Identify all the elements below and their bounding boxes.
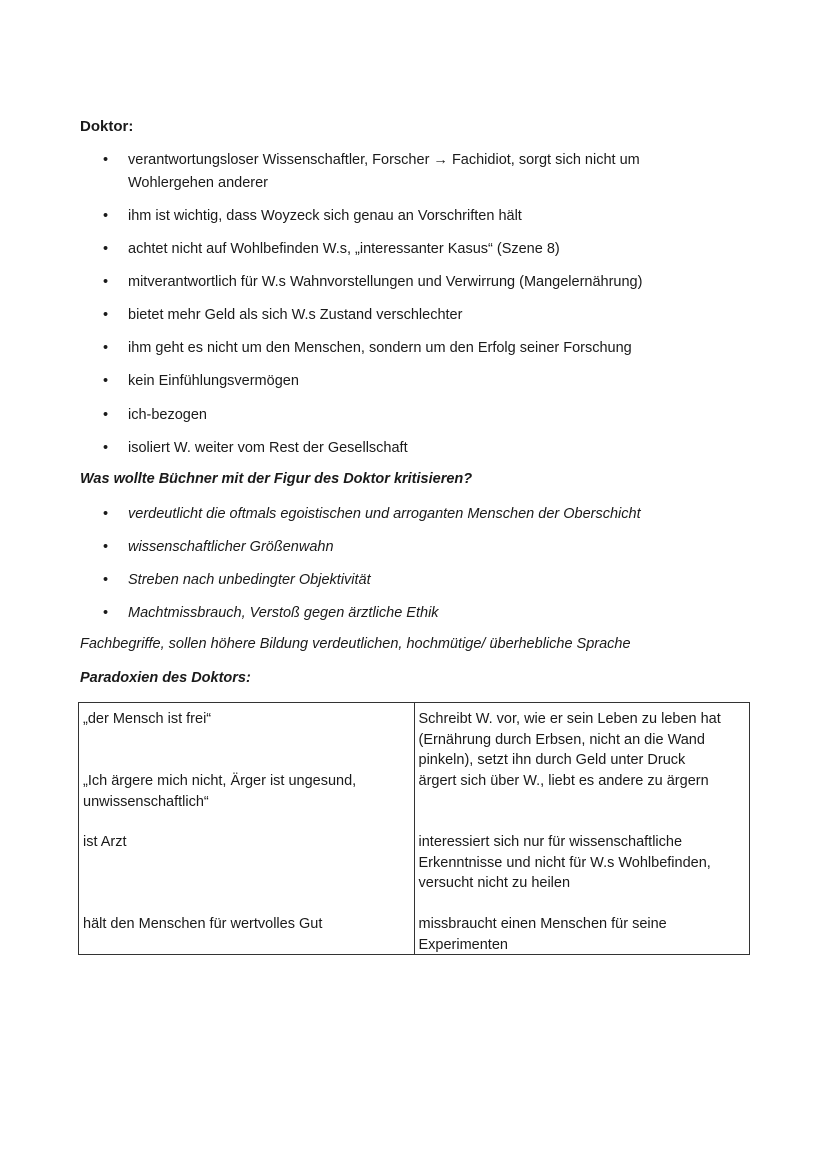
- table-row: [79, 703, 750, 955]
- list-item-text: mitverantwortlich für W.s Wahnvorstellungen und Verwirrung (Mangelernährung): [128, 274, 643, 290]
- list-item: [103, 337, 698, 360]
- list-item-text: achtet nicht auf Wohlbefinden W.s, „interessanter Kasus“ (Szene 8): [128, 241, 560, 257]
- list-item-text: Streben nach unbedingter Objektivität: [128, 572, 371, 588]
- bullet-icon: •: [103, 440, 109, 456]
- table-cell-left: [79, 703, 415, 955]
- list-item-text: ihm ist wichtig, dass Woyzeck sich genau an Vorschriften hält: [128, 208, 522, 224]
- bullet-icon: •: [103, 506, 109, 522]
- paradox-left-text: hält den Menschen für wertvolles Gut: [83, 916, 323, 932]
- paradox-left-text: „der Mensch ist frei“: [83, 711, 212, 727]
- bullet-icon: •: [103, 572, 109, 588]
- paradox-left-text: ist Arzt: [83, 834, 127, 850]
- list-item: [103, 536, 698, 559]
- bullet-icon: •: [103, 373, 109, 389]
- list-item-text: Machtmissbrauch, Verstoß gegen ärztliche Ethik: [128, 605, 439, 621]
- list-item: [103, 149, 698, 195]
- paradox-right-text: ärgert sich über W., liebt es andere zu ärgern: [418, 773, 709, 789]
- list-item-text: ihm geht es nicht um den Menschen, sondern um den Erfolg seiner Forschung: [128, 340, 632, 356]
- list-item: [103, 503, 698, 526]
- table-cell-right: [414, 703, 750, 955]
- bullet-icon: •: [103, 241, 109, 257]
- paradox-right-text: interessiert sich nur für wissenschaftliche Erkenntnisse und nicht für W.s Wohlbefinden, versucht nicht zu heilen: [418, 834, 711, 891]
- paradoxes-heading: Paradoxien des Doktors:: [80, 670, 251, 686]
- bullet-icon: •: [103, 407, 109, 423]
- bullet-icon: •: [103, 605, 109, 621]
- bullet-icon: •: [103, 539, 109, 555]
- bullet-icon: •: [103, 152, 109, 168]
- list-item: [103, 370, 698, 393]
- list-item: [103, 602, 698, 625]
- list-item-text: verantwortungsloser Wissenschaftler, Forscher → Fachidiot, sorgt sich nicht um Wohlergehen anderer: [128, 152, 640, 191]
- list-item: [103, 437, 698, 460]
- bullet-icon: •: [103, 307, 109, 323]
- list-item: [103, 271, 698, 294]
- list-item: [103, 205, 698, 228]
- list-item: [103, 238, 698, 261]
- list-item-text: ich-bezogen: [128, 407, 207, 423]
- paradoxes-table: [78, 702, 750, 955]
- paradox-right-text: Schreibt W. vor, wie er sein Leben zu leben hat (Ernährung durch Erbsen, nicht an die Wand pinkeln), setzt ihn durch Geld unter Druck: [418, 711, 721, 768]
- bullet-icon: •: [103, 274, 109, 290]
- paradox-left-text: „Ich ärgere mich nicht, Ärger ist ungesund, unwissenschaftlich“: [83, 773, 357, 810]
- bullet-icon: •: [103, 208, 109, 224]
- list-item-text: kein Einfühlungsvermögen: [128, 373, 299, 389]
- list-item: [103, 569, 698, 592]
- list-item-text: wissenschaftlicher Größenwahn: [128, 539, 334, 555]
- doctor-heading: Doktor:: [80, 118, 134, 135]
- critique-question: Was wollte Büchner mit der Figur des Doktor kritisieren?: [80, 471, 473, 487]
- language-note: Fachbegriffe, sollen höhere Bildung verdeutlichen, hochmütige/ überhebliche Sprache: [80, 636, 631, 652]
- list-item-text: isoliert W. weiter vom Rest der Gesellschaft: [128, 440, 408, 456]
- paradox-right-text: missbraucht einen Menschen für seine Experimenten: [418, 916, 667, 953]
- bullet-icon: •: [103, 340, 109, 356]
- list-item: [103, 304, 698, 327]
- list-item-text: bietet mehr Geld als sich W.s Zustand verschlechter: [128, 307, 463, 323]
- list-item: [103, 404, 698, 427]
- list-item-text: verdeutlicht die oftmals egoistischen und arroganten Menschen der Oberschicht: [128, 506, 641, 522]
